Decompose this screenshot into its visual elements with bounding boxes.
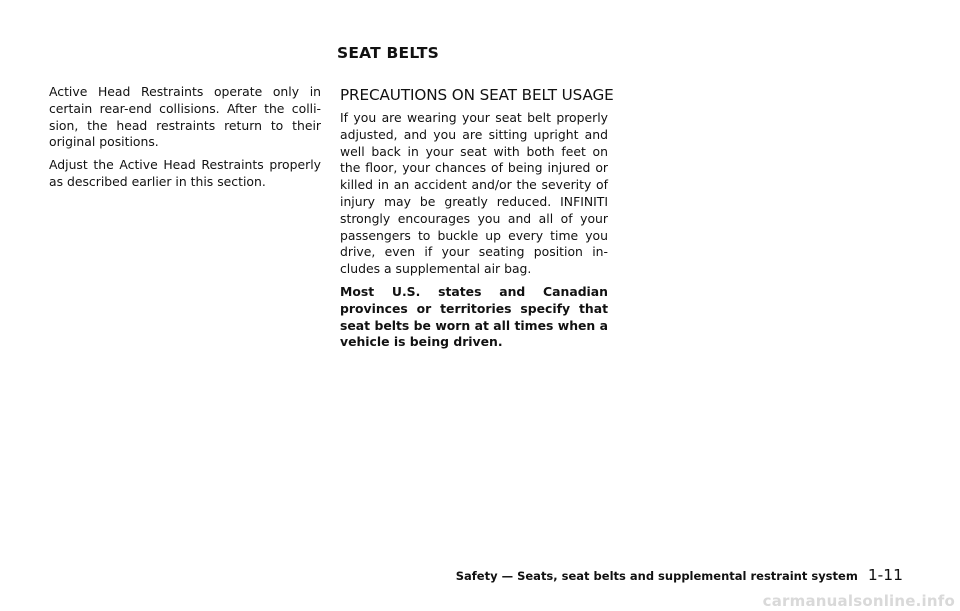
page-footer (456, 566, 903, 584)
left-column (49, 84, 321, 197)
subsection-heading: PRECAUTIONS ON SEAT BELT USAGE (340, 86, 614, 104)
section-title: SEAT BELTS (337, 44, 439, 62)
right-column (340, 86, 614, 357)
watermark: carmanualsonline.info (762, 592, 955, 610)
paragraph: Active Head Restraints operate only in certain rear-end collisions. After the colli-sion, the head restraints return to their original positions. (49, 84, 321, 150)
page-number: 1-11 (867, 566, 903, 584)
paragraph: If you are wearing your seat belt properly adjusted, and you are sitting upright and well back in your seat with both feet on the floor, your chances of being injured or killed in an accident and/or the severity of injury may be greatly reduced. INFINITI strongly encourages you and all of your passengers to buckle up every time you drive, even if your seating position in-cludes a supplemental air bag. (340, 110, 608, 277)
footer-chapter-text: Safety — Seats, seat belts and supplemental restraint system (455, 569, 858, 583)
paragraph: Adjust the Active Head Restraints properly as described earlier in this section. (49, 157, 321, 189)
bold-paragraph: Most U.S. states and Canadian provinces or territories specify that seat belts be worn at all times when a vehicle is being driven. (340, 283, 608, 350)
